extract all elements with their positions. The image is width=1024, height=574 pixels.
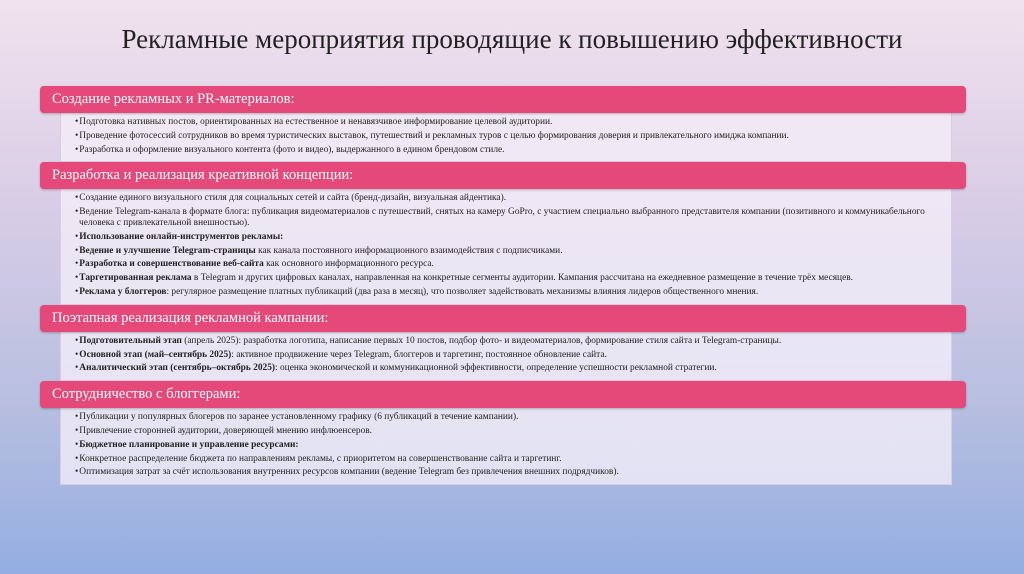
- section-heading: Создание рекламных и PR-материалов:: [40, 86, 966, 113]
- list-item: • Основной этап (май–сентябрь 2025): активное продвижение через Telegram, блоггеров и таргетинг, постоянное обновление сайта.: [71, 350, 945, 361]
- list-item: • Конкретное распределение бюджета по направлениям рекламы, с приоритетом на совершенствование сайта и таргетинг.: [71, 454, 945, 465]
- list-item: • Реклама у блоггеров: регулярное размещение платных публикаций (два раза в месяц), что позволяет задействовать механизмы влияния лидеров общественного мнения.: [71, 287, 945, 298]
- section-heading: Разработка и реализация креативной концепции:: [40, 162, 966, 189]
- section-body: [60, 109, 952, 162]
- list-item: • Разработка и совершенствование веб-сайта как основного информационного ресурса.: [71, 259, 945, 270]
- list-item: • Ведение Telegram-канала в формате блога: публикация видеоматериалов с путешествий, снятых на камеру GoPro, с участием специально выбранного представителя компании (позитивного и коммуникабельного человека с привлекательной внешностью).: [71, 207, 945, 229]
- section-creative-concept: [40, 162, 966, 304]
- slide-title: Рекламные мероприятия проводящие к повышению эффективности: [121, 24, 903, 54]
- list-item: • Привлечение сторонней аудитории, доверяющей мнению инфлюенсеров.: [71, 426, 945, 437]
- section-body: [60, 404, 952, 485]
- section-heading: Поэтапная реализация рекламной кампании:: [40, 305, 966, 332]
- list-item: • Бюджетное планирование и управление ресурсами:: [71, 440, 945, 451]
- list-item: • Создание единого визуального стиля для социальных сетей и сайта (бренд-дизайн, визуальная айдентика).: [71, 193, 945, 204]
- list-item: • Ведение и улучшение Telegram-страницы как канала постоянного информационного взаимодействия с подписчиками.: [71, 246, 945, 257]
- section-body: [60, 185, 952, 304]
- list-item: • Таргетированная реклама в Telegram и других цифровых каналах, направленная на конкретные сегменты аудитории. Кампания рассчитана на ежедневное размещение в течение трёх месяцев.: [71, 273, 945, 284]
- list-item: • Публикации у популярных блогеров по заранее установленному графику (6 публикаций в течение кампании).: [71, 412, 945, 423]
- list-item: • Аналитический этап (сентябрь–октябрь 2025): оценка экономической и коммуникационной эффективности, определение успешности рекламной стратегии.: [71, 363, 945, 374]
- sections-container: [40, 86, 966, 485]
- list-item: • Оптимизация затрат за счёт использования внутренних ресурсов компании (ведение Telegram без привлечения внешних подрядчиков).: [71, 467, 945, 478]
- section-phased-campaign: [40, 305, 966, 381]
- list-item: • Использование онлайн-инструментов рекламы:: [71, 232, 945, 243]
- list-item: • Разработка и оформление визуального контента (фото и видео), выдержанного в едином брендовом стиле.: [71, 145, 945, 156]
- list-item: • Подготовка нативных постов, ориентированных на естественное и ненавязчивое информирование целевой аудитории.: [71, 117, 945, 128]
- section-body: [60, 328, 952, 381]
- section-heading: Сотрудничество с блоггерами:: [40, 381, 966, 408]
- list-item: • Подготовительный этап (апрель 2025): разработка логотипа, написание первых 10 постов, подбор фото- и видеоматериалов, формирование стиля сайта и Telegram-страницы.: [71, 336, 945, 347]
- section-bloggers: [40, 381, 966, 485]
- section-pr-materials: [40, 86, 966, 162]
- list-item: • Проведение фотосессий сотрудников во время туристических выставок, путешествий и рекламных туров с целью формирования доверия и привлекательного имиджа компании.: [71, 131, 945, 142]
